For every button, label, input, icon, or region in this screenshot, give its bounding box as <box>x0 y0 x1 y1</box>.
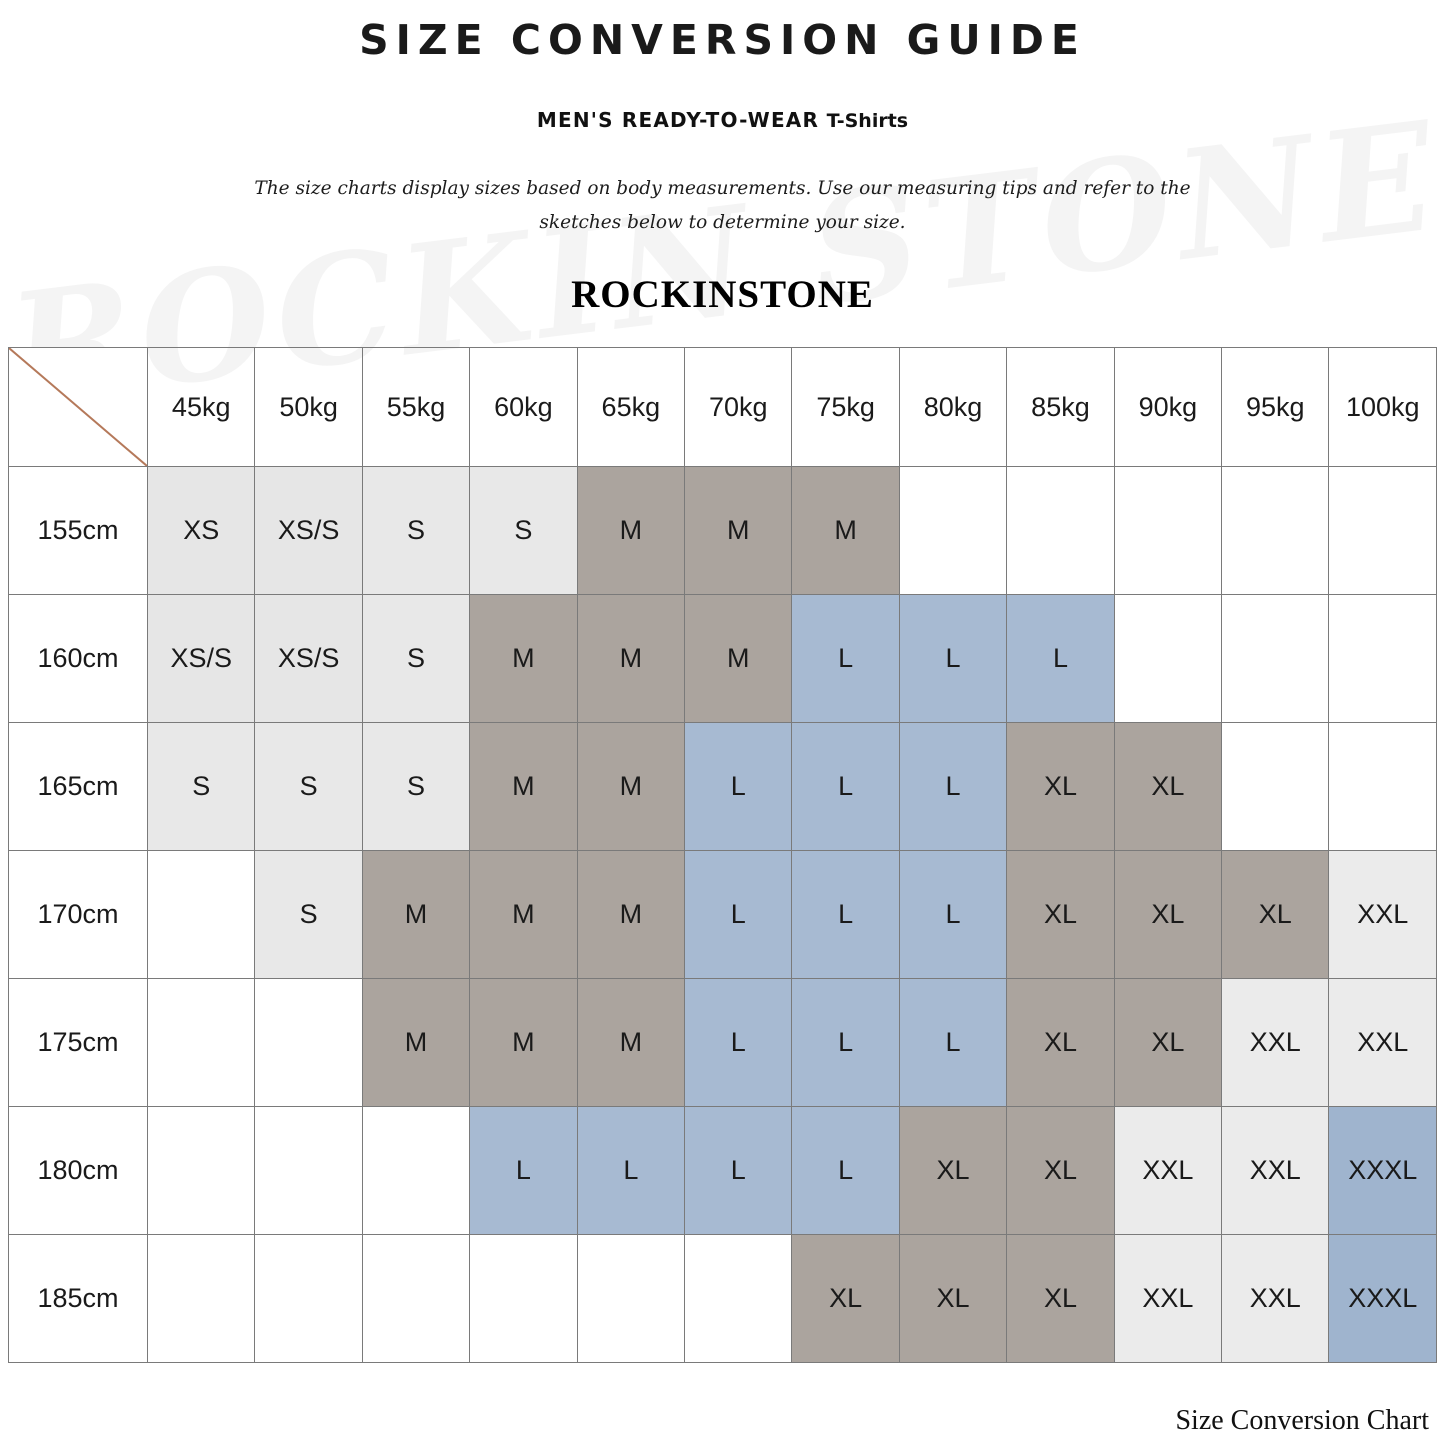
size-cell: XL <box>792 1235 899 1363</box>
size-cell <box>1222 595 1329 723</box>
size-cell: L <box>470 1107 577 1235</box>
table-row <box>9 595 1437 723</box>
table-row <box>9 851 1437 979</box>
size-cell <box>577 1235 684 1363</box>
size-cell: XXL <box>1114 1107 1221 1235</box>
size-cell: XXXL <box>1329 1107 1437 1235</box>
size-cell: XL <box>1007 851 1114 979</box>
page-description: The size charts display sizes based on body measurements. Use our measuring tips and refer to the sketches below to determine your size. <box>254 178 1191 234</box>
table-row <box>9 1235 1437 1363</box>
row-header: 175cm <box>9 979 148 1107</box>
size-cell: XL <box>899 1107 1006 1235</box>
size-cell: L <box>685 851 792 979</box>
column-header: 65kg <box>577 348 684 467</box>
row-header: 180cm <box>9 1107 148 1235</box>
table-body <box>9 467 1437 1363</box>
brand-name: ROCKINSTONE <box>571 273 874 317</box>
size-cell <box>362 1107 469 1235</box>
size-cell: S <box>255 723 362 851</box>
subtitle-category: MEN'S READY-TO-WEAR <box>536 108 820 132</box>
size-cell: S <box>362 723 469 851</box>
size-cell <box>148 1107 255 1235</box>
size-cell <box>1329 723 1437 851</box>
row-header: 170cm <box>9 851 148 979</box>
size-cell: XL <box>899 1235 1006 1363</box>
size-cell <box>148 851 255 979</box>
size-cell: L <box>899 595 1006 723</box>
size-cell: M <box>685 467 792 595</box>
column-header: 85kg <box>1007 348 1114 467</box>
size-cell: L <box>577 1107 684 1235</box>
column-header: 45kg <box>148 348 255 467</box>
size-cell: S <box>148 723 255 851</box>
size-cell: XXL <box>1329 851 1437 979</box>
column-header: 60kg <box>470 348 577 467</box>
size-cell: XL <box>1007 979 1114 1107</box>
size-cell: L <box>685 979 792 1107</box>
size-cell <box>255 1235 362 1363</box>
size-cell: L <box>792 851 899 979</box>
size-cell: XS <box>148 467 255 595</box>
size-cell: M <box>470 851 577 979</box>
size-cell <box>255 1107 362 1235</box>
table-row <box>9 467 1437 595</box>
size-cell: M <box>362 851 469 979</box>
size-cell: M <box>685 595 792 723</box>
column-header: 95kg <box>1222 348 1329 467</box>
size-cell: XXXL <box>1329 1235 1437 1363</box>
row-header: 155cm <box>9 467 148 595</box>
size-cell: S <box>362 467 469 595</box>
size-cell <box>685 1235 792 1363</box>
size-cell <box>1329 595 1437 723</box>
size-cell: L <box>792 723 899 851</box>
size-cell: S <box>362 595 469 723</box>
size-cell <box>1007 467 1114 595</box>
size-cell: M <box>577 979 684 1107</box>
size-cell: XL <box>1114 723 1221 851</box>
size-cell: XXL <box>1329 979 1437 1107</box>
size-cell: XS/S <box>148 595 255 723</box>
size-cell: XL <box>1007 1107 1114 1235</box>
size-cell <box>1114 467 1221 595</box>
size-cell: M <box>470 723 577 851</box>
size-cell <box>1329 467 1437 595</box>
page-subtitle <box>0 108 1445 132</box>
size-conversion-table <box>8 347 1437 1363</box>
size-cell <box>1222 467 1329 595</box>
size-cell: XXL <box>1222 979 1329 1107</box>
column-header: 80kg <box>899 348 1006 467</box>
size-cell: M <box>470 979 577 1107</box>
column-header: 50kg <box>255 348 362 467</box>
size-cell: M <box>362 979 469 1107</box>
row-header: 185cm <box>9 1235 148 1363</box>
size-cell <box>148 1235 255 1363</box>
document-header <box>0 0 1445 317</box>
size-cell: XS/S <box>255 467 362 595</box>
column-header: 100kg <box>1329 348 1437 467</box>
size-cell: S <box>470 467 577 595</box>
table-row <box>9 1107 1437 1235</box>
footer-caption: Size Conversion Chart <box>1175 1405 1429 1436</box>
size-cell: XXL <box>1222 1235 1329 1363</box>
size-cell: M <box>792 467 899 595</box>
size-cell: XL <box>1114 851 1221 979</box>
row-header: 160cm <box>9 595 148 723</box>
size-cell <box>148 979 255 1107</box>
size-cell: M <box>577 595 684 723</box>
size-cell: XL <box>1114 979 1221 1107</box>
size-cell: L <box>899 851 1006 979</box>
size-cell <box>1114 595 1221 723</box>
column-header: 90kg <box>1114 348 1221 467</box>
column-header: 55kg <box>362 348 469 467</box>
size-cell: L <box>899 979 1006 1107</box>
size-cell: XL <box>1222 851 1329 979</box>
size-cell: XS/S <box>255 595 362 723</box>
size-cell: L <box>792 1107 899 1235</box>
size-cell: XXL <box>1114 1235 1221 1363</box>
table-row <box>9 723 1437 851</box>
size-table-container <box>0 347 1445 1363</box>
size-cell: L <box>1007 595 1114 723</box>
size-cell: L <box>685 1107 792 1235</box>
size-cell: M <box>577 467 684 595</box>
table-header <box>9 348 1437 467</box>
size-cell: XL <box>1007 1235 1114 1363</box>
size-cell: L <box>792 979 899 1107</box>
page-title: SIZE CONVERSION GUIDE <box>359 16 1086 64</box>
diagonal-divider-icon <box>9 348 147 466</box>
size-cell: L <box>792 595 899 723</box>
size-cell: L <box>899 723 1006 851</box>
size-cell: XL <box>1007 723 1114 851</box>
row-header: 165cm <box>9 723 148 851</box>
size-cell: XXL <box>1222 1107 1329 1235</box>
size-cell: L <box>685 723 792 851</box>
size-cell <box>1222 723 1329 851</box>
size-cell <box>255 979 362 1107</box>
table-header-row <box>9 348 1437 467</box>
table-corner-cell <box>9 348 148 467</box>
size-cell <box>899 467 1006 595</box>
subtitle-product: T-Shirts <box>826 110 909 132</box>
column-header: 75kg <box>792 348 899 467</box>
size-cell <box>362 1235 469 1363</box>
size-cell: M <box>470 595 577 723</box>
column-header: 70kg <box>685 348 792 467</box>
size-cell: M <box>577 723 684 851</box>
size-cell: S <box>255 851 362 979</box>
size-cell: M <box>577 851 684 979</box>
size-cell <box>470 1235 577 1363</box>
table-row <box>9 979 1437 1107</box>
